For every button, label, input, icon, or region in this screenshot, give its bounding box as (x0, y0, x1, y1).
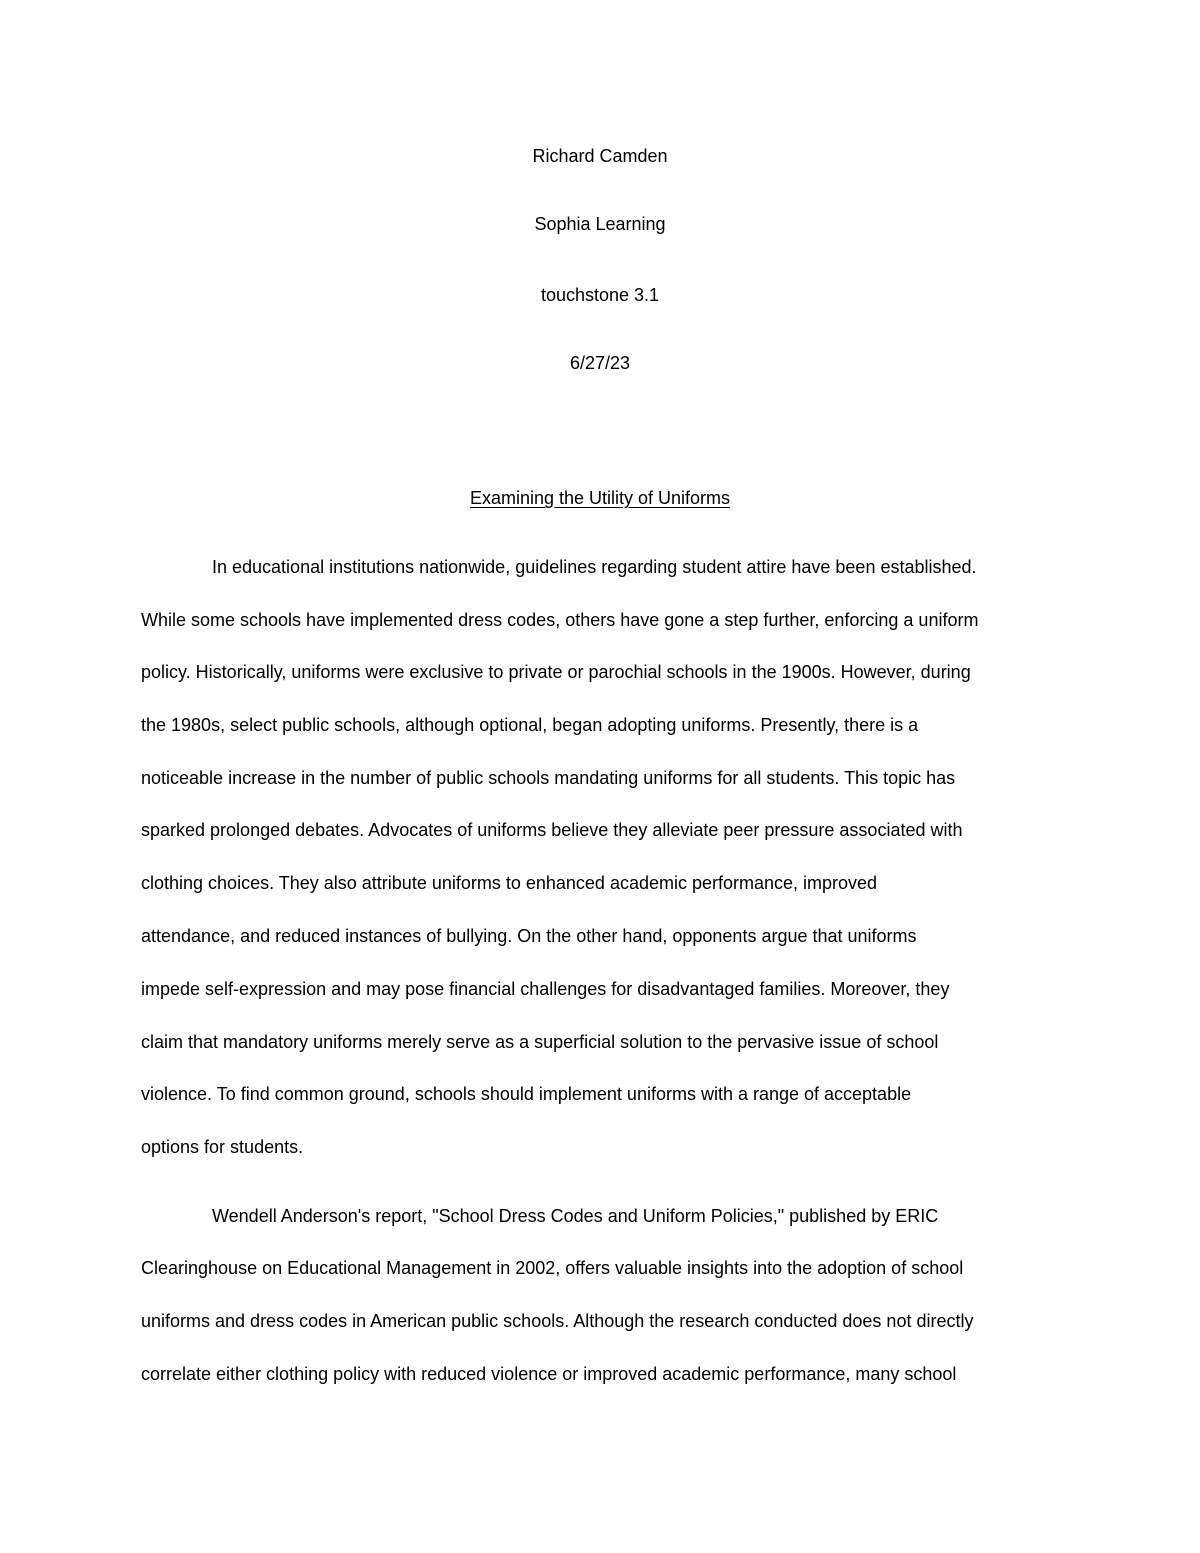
paragraph-line: the 1980s, select public schools, although optional, began adopting uniforms. Presently, there is a (141, 715, 919, 735)
paragraph-line: violence. To find common ground, schools should implement uniforms with a range of acceptable (141, 1084, 912, 1104)
course-name: touchstone 3.1 (540, 285, 660, 305)
paragraph-line: Wendell Anderson's report, "School Dress Codes and Uniform Policies," published by ERIC (212, 1206, 939, 1226)
paragraph-line: While some schools have implemented dress codes, others have gone a step further, enforcing a uniform (141, 610, 979, 630)
paragraph-line: noticeable increase in the number of public schools mandating uniforms for all students. This topic has (141, 768, 956, 788)
paragraph-line: attendance, and reduced instances of bullying. On the other hand, opponents argue that uniforms (141, 926, 917, 946)
document-title: Examining the Utility of Uniforms (469, 488, 731, 508)
paragraph-line: impede self-expression and may pose financial challenges for disadvantaged families. Moreover, they (141, 979, 950, 999)
paragraph-line: uniforms and dress codes in American public schools. Although the research conducted does not directly (141, 1311, 974, 1331)
paragraph-line: clothing choices. They also attribute uniforms to enhanced academic performance, improved (141, 873, 878, 893)
paragraph-line: correlate either clothing policy with reduced violence or improved academic performance, many school (141, 1364, 957, 1384)
paragraph-line: options for students. (141, 1137, 304, 1157)
submission-date: 6/27/23 (569, 353, 631, 373)
paragraph-line: policy. Historically, uniforms were exclusive to private or parochial schools in the 1900s. However, during (141, 662, 971, 682)
institution-name: Sophia Learning (534, 214, 666, 234)
paragraph-line: claim that mandatory uniforms merely serve as a superficial solution to the pervasive issue of school (141, 1032, 939, 1052)
paragraph-line: sparked prolonged debates. Advocates of uniforms believe they alleviate peer pressure associated with (141, 820, 963, 840)
author-name: Richard Camden (532, 146, 668, 166)
paragraph-line: In educational institutions nationwide, guidelines regarding student attire have been established. (212, 557, 977, 577)
paragraph-line: Clearinghouse on Educational Management in 2002, offers valuable insights into the adoption of school (141, 1258, 964, 1278)
